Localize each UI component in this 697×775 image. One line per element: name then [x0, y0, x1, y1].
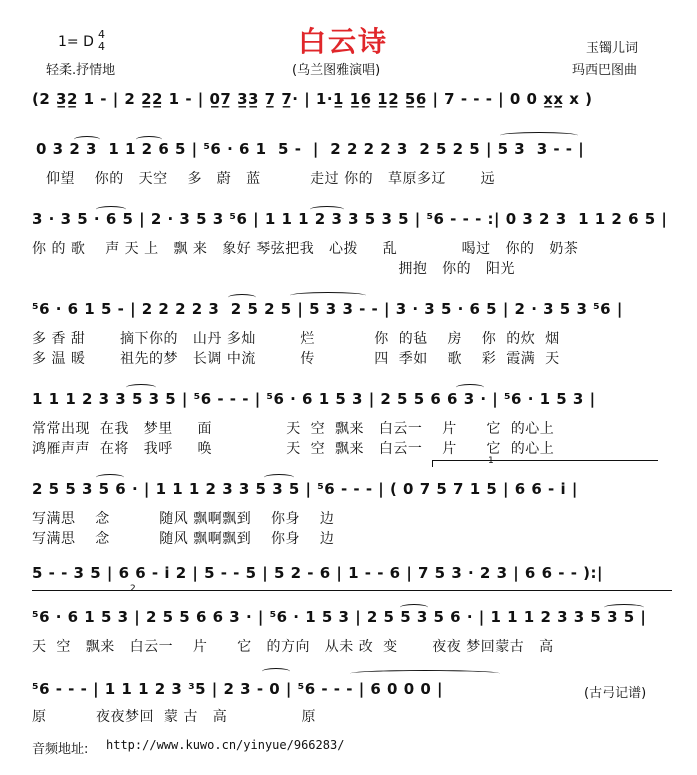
- slur-mark: [310, 206, 344, 213]
- lyricist-credit: 玉镯儿词: [586, 41, 639, 56]
- slur-mark: [126, 384, 156, 391]
- slur-mark: [96, 206, 126, 213]
- lyric-line: 鸿雁声声 在将 我呼 唤 天 空 飘来 白云一 片 它 的心上: [32, 441, 555, 457]
- slur-mark: [350, 670, 500, 677]
- performer-credit: (乌兰图雅演唱): [292, 63, 381, 78]
- volta-number-2: 2: [130, 584, 136, 594]
- tempo-marking: 轻柔.抒情地: [46, 63, 116, 78]
- score-line: (2 3̲2̲ 1 - | 2 2̲2̲ 1 - | 0̲7̲ 3̲3̲ 7̲ 7̲· | 1·1̲ 1̲6̲ 1̲2̲ 5̲6̲ | 7 - - - | 0 0 x̲x̲ x ): [32, 90, 593, 108]
- slur-mark: [74, 136, 100, 143]
- lyric-line: 多 香 甜 摘下你的 山丹 多灿 烂 你 的毡 房 你 的炊 烟: [32, 331, 560, 347]
- lyric-line: 仰望 你的 天空 多 蔚 蓝 走过 你的 草原多辽 远: [46, 171, 496, 187]
- song-title: 白云诗: [298, 25, 389, 58]
- slur-mark: [604, 604, 644, 611]
- lyric-line: 原 夜夜梦回 蒙 古 高 原: [32, 709, 316, 725]
- slur-mark: [456, 384, 484, 391]
- score-line: 0 3 2 3 1 1 2 6 5 | ⁵6 · 6 1 5 - | 2 2 2 2 3 2 5 2 5 | 5 3 3 - - |: [36, 140, 585, 158]
- volta-number-1: 1: [488, 456, 494, 466]
- slur-mark: [500, 132, 578, 139]
- score-line: ⁵6 · 6 1 5 3 | 2 5 5 6 6 3 · | ⁵6 · 1 5 3 | 2 5 5 3 5 6 · | 1 1 1 2 3 3 5 3 5 |: [32, 608, 647, 626]
- score-line: ⁵6 - - - | 1 1 1 2 3 ³5 | 2 3 - 0 | ⁵6 - - - | 6 0 0 0 |: [32, 680, 444, 698]
- key-signature: 1= D: [58, 34, 94, 50]
- slur-mark: [96, 474, 124, 481]
- lyric-line: 写满思 念 随风 飘啊飘到 你身 边: [32, 511, 335, 527]
- score-line: ⁵6 · 6 1 5 - | 2 2 2 2 3 2 5 2 5 | 5 3 3 - - | 3 · 3 5 · 6 5 | 2 · 3 5 3 ⁵6 |: [32, 300, 623, 318]
- transcriber-credit: (古弓记谱): [584, 686, 647, 701]
- volta-bracket-2: [32, 590, 672, 597]
- composer-credit: 玛西巴图曲: [572, 63, 638, 78]
- score-line: 2 5 5 3 5 6 · | 1 1 1 2 3 3 5 3 5 | ⁵6 - - - | ( 0 7 5 7 1 5 | 6 6 - i |: [32, 480, 578, 498]
- score-line: 5 - - 3 5 | 6 6 - i 2 | 5 - - 5 | 5 2 - 6 | 1 - - 6 | 7 5 3 · 2 3 | 6 6 - - ):|: [32, 564, 603, 582]
- lyric-line: 常常出现 在我 梦里 面 天 空 飘来 白云一 片 它 的心上: [32, 421, 555, 437]
- slur-mark: [264, 474, 294, 481]
- lyric-line: 写满思 念 随风 飘啊飘到 你身 边: [32, 531, 335, 547]
- lyric-line: 多 温 暖 祖先的梦 长调 中流 传 四 季如 歌 彩 霞满 天: [32, 351, 560, 367]
- audio-label: 音频地址:: [32, 742, 89, 757]
- lyric-line: 你 的 歌 声 天 上 飘 来 象好 琴弦把我 心拨 乱 喝过 你的 奶茶: [32, 241, 579, 257]
- lyric-line: 天 空 飘来 白云一 片 它 的方向 从未 改 变 夜夜 梦回蒙古 高: [32, 639, 554, 655]
- slur-mark: [228, 294, 256, 301]
- audio-link[interactable]: http://www.kuwo.cn/yinyue/966283/: [106, 738, 345, 752]
- score-line: 3 · 3 5 · 6 5 | 2 · 3 5 3 ⁵6 | 1 1 1 2 3 3 5 3 5 | ⁵6 - - - :| 0 3 2 3 1 1 2 6 5 |: [32, 210, 668, 228]
- slur-mark: [136, 136, 162, 143]
- time-signature-top: 4: [98, 28, 105, 41]
- slur-mark: [262, 668, 290, 675]
- volta-bracket-1: [432, 460, 658, 467]
- slur-mark: [290, 292, 366, 299]
- slur-mark: [400, 604, 428, 611]
- lyric-line: 拥抱 你的 阳光: [32, 261, 516, 277]
- time-signature-bottom: 4: [98, 40, 105, 53]
- score-line: 1 1 1 2 3 3 5 3 5 | ⁵6 - - - | ⁵6 · 6 1 5 3 | 2 5 5 6 6 3 · | ⁵6 · 1 5 3 |: [32, 390, 596, 408]
